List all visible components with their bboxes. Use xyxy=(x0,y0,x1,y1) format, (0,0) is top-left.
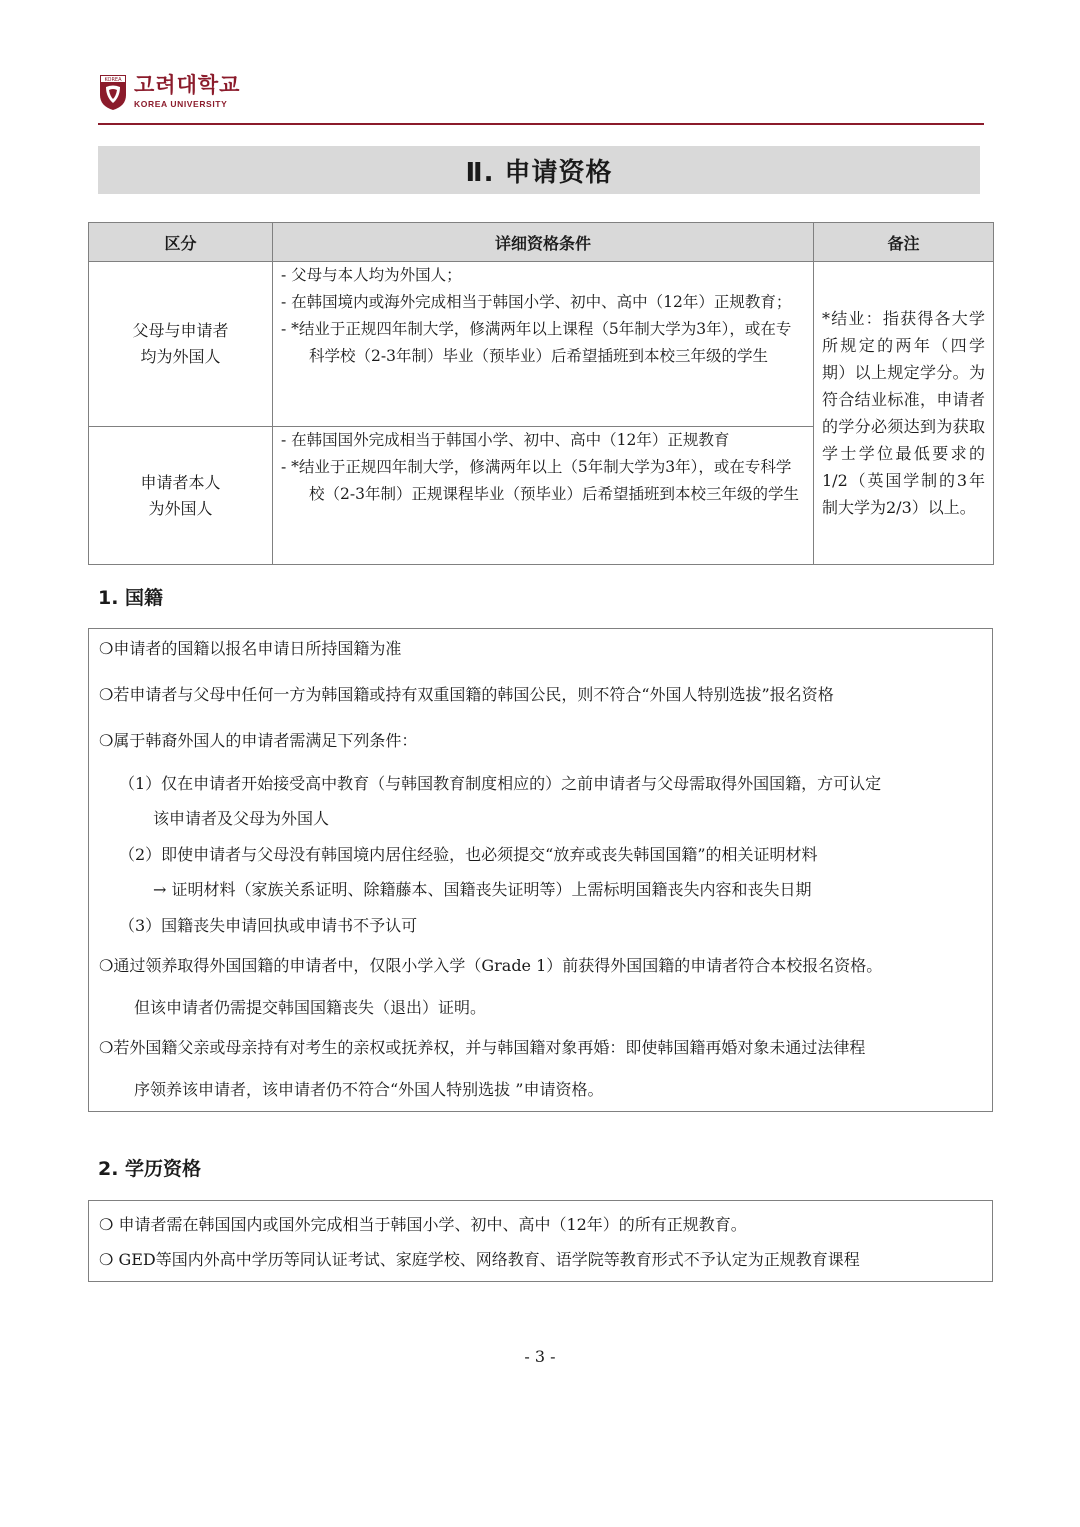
list-item: ❍ 申请者需在韩国国内或国外完成相当于韩国小学、初中、高中（12年）的所有正规教育。 xyxy=(99,1215,747,1234)
circle-bullet-icon: ❍ xyxy=(99,956,114,975)
list-item: ❍若申请者与父母中任何一方为韩国籍或持有双重国籍的韩国公民，则不符合“外国人特别选拔”报名资格 xyxy=(99,685,834,704)
category-cell xyxy=(89,427,273,565)
detail-item: - *结业于正规四年制大学，修满两年以上课程（5年制大学为3年），或在专科学校（2-3年制）毕业（预毕业）后希望插班到本校三年级的学生 xyxy=(281,320,792,365)
list-item: ❍ GED等国内外高中学历等同认证考试、家庭学校、网络教育、语学院等教育形式不予认定为正规教育课程 xyxy=(99,1250,860,1269)
list-item-continued: 但该申请者仍需提交韩国国籍丧失（退出）证明。 xyxy=(134,998,487,1017)
header-divider xyxy=(98,123,984,125)
page-title: Ⅱ. 申请资格 xyxy=(465,157,613,188)
section-2-title: 2. 学历资格 xyxy=(98,1158,202,1180)
condition-3: （3）国籍丧失申请回执或申请书不予认可 xyxy=(119,916,418,935)
detail-item: - 父母与本人均为外国人； xyxy=(281,266,462,284)
circle-bullet-icon: ❍ xyxy=(99,1038,114,1057)
detail-item: - 在韩国境内或海外完成相当于韩国小学、初中、高中（12年）正规教育； xyxy=(281,293,792,311)
circle-bullet-icon: ❍ xyxy=(99,731,114,750)
category-line: 均为外国人 xyxy=(140,347,221,366)
header-category: 区分 xyxy=(89,223,273,262)
logo-korean-text: 고려대학교 xyxy=(134,73,241,98)
circle-bullet-icon: ❍ xyxy=(99,685,114,704)
condition-1: （1）仅在申请者开始接受高中教育（与韩国教育制度相应的）之前申请者与父母需取得外国国籍，方可认定 xyxy=(119,774,882,793)
circle-bullet-icon: ❍ xyxy=(99,1215,114,1234)
category-line: 申请者本人 xyxy=(140,472,221,492)
condition-2: （2）即使申请者与父母没有韩国境内居住经验，也必须提交“放弃或丧失韩国国籍”的相关证明材料 xyxy=(119,845,818,864)
circle-bullet-icon: ❍ xyxy=(99,639,114,658)
nationality-box xyxy=(88,628,993,1112)
list-item: ❍若外国籍父亲或母亲持有对考生的亲权或抚养权，并与韩国籍对象再婚：即使韩国籍再婚对象未通过法律程 xyxy=(99,1038,866,1057)
list-item: ❍通过领养取得外国国籍的申请者中，仅限小学入学（Grade 1）前获得外国国籍的申请者符合本校报名资格。 xyxy=(99,956,883,975)
university-seal-icon xyxy=(98,73,128,111)
category-line: 父母与申请者 xyxy=(132,321,229,340)
category-line: 为外国人 xyxy=(148,498,213,518)
list-item: ❍属于韩裔外国人的申请者需满足下列条件： xyxy=(99,731,418,750)
condition-1-continued: 该申请者及父母为外国人 xyxy=(153,809,330,828)
category-cell xyxy=(89,262,273,427)
table-header-row xyxy=(89,223,994,262)
header-details: 详细资格条件 xyxy=(273,223,814,262)
page-number: - 3 - xyxy=(524,1347,556,1366)
education-box xyxy=(88,1200,993,1282)
list-item-continued: 序领养该申请者，该申请者仍不符合“外国人特别选拔 ”申请资格。 xyxy=(134,1080,604,1099)
logo-english-text: KOREA UNIVERSITY xyxy=(134,99,228,110)
section-1-title: 1. 国籍 xyxy=(98,587,164,609)
condition-2-arrow-note: → 证明材料（家族关系证明、除籍藤本、国籍丧失证明等）上需标明国籍丧失内容和丧失日期 xyxy=(153,880,812,899)
university-logo xyxy=(98,72,240,112)
table-row xyxy=(89,262,994,427)
detail-cell xyxy=(273,262,814,427)
list-item: ❍申请者的国籍以报名申请日所持国籍为准 xyxy=(99,639,402,658)
eligibility-table xyxy=(88,222,994,565)
note-cell: *结业：指获得各大学所规定的两年（四学期）以上规定学分。为符合结业标准，申请者的学分必须达到为获取学士学位最低要求的1/2（英国学制的3年制大学为2/3）以上。 xyxy=(814,262,994,565)
circle-bullet-icon: ❍ xyxy=(99,1250,114,1269)
detail-item: - *结业于正规四年制大学，修满两年以上（5年制大学为3年），或在专科学校（2-3年制）正规课程毕业（预毕业）后希望插班到本校三年级的学生 xyxy=(281,458,799,503)
detail-item: - 在韩国国外完成相当于韩国小学、初中、高中（12年）正规教育 xyxy=(281,431,730,449)
page-title-bar xyxy=(98,146,980,194)
header-notes: 备注 xyxy=(814,223,994,262)
detail-cell xyxy=(273,427,814,565)
seal-text: KOREA xyxy=(104,77,122,83)
